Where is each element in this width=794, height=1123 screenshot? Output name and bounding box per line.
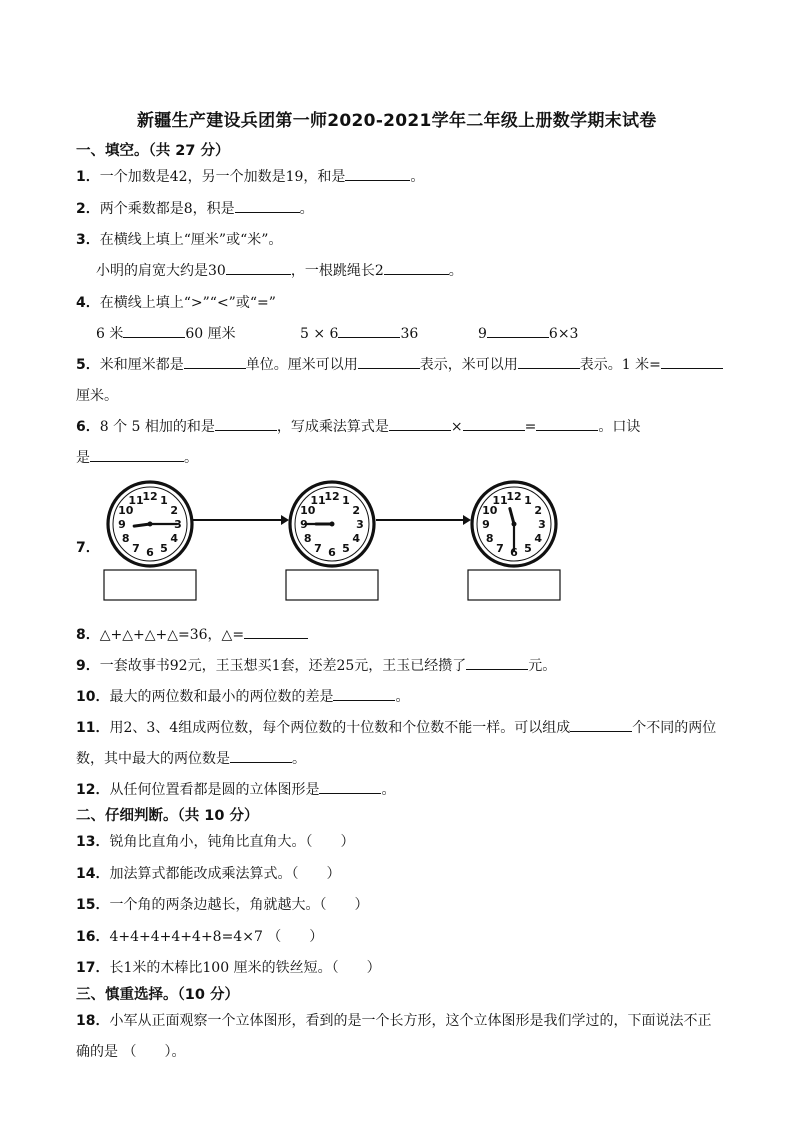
section-3-heading: 三、慎重选择。（10 分） [76, 987, 239, 1003]
arrow-1 [192, 515, 289, 525]
answer-blank[interactable] [463, 416, 525, 431]
q-number: 12． [76, 782, 110, 798]
answer-blank[interactable] [235, 198, 300, 213]
q-text: 长1米的木棒比100 厘米的铁丝短。（ ） [109, 960, 381, 976]
q-text: 。 [184, 450, 198, 466]
clock-numeral: 4 [534, 532, 543, 545]
question-3 [76, 229, 282, 249]
q-text: × [450, 419, 463, 435]
q-number: 10． [76, 689, 110, 705]
answer-blank[interactable] [230, 748, 292, 763]
arrow-head [463, 515, 471, 525]
question-13 [76, 831, 354, 851]
question-5-line2 [76, 385, 118, 405]
q-text: = [524, 419, 537, 435]
clock-numeral: 10 [118, 504, 134, 517]
q-text: 米和厘米都是 [99, 357, 184, 373]
q-text: 小明的肩宽大约是30 [96, 263, 226, 279]
q-text: 。 [395, 689, 410, 705]
clock-numeral: 8 [121, 532, 130, 545]
answer-box[interactable] [286, 570, 378, 600]
question-4-item-a [96, 323, 236, 343]
clock-2 [290, 482, 374, 566]
clock-numeral: 8 [303, 532, 312, 545]
q-text: 两个乘数都是8，积是 [99, 201, 235, 217]
q-text: 6×3 [548, 326, 579, 342]
clock-numeral: 5 [524, 542, 532, 556]
answer-blank[interactable] [661, 354, 723, 369]
q-text: 60 厘米 [185, 326, 236, 342]
answer-blank[interactable] [345, 166, 410, 181]
q-text: 加法算式都能改成乘法算式。（ ） [109, 866, 341, 882]
answer-blank[interactable] [123, 323, 185, 338]
q-number: 17． [76, 960, 110, 976]
q-text: ，一根跳绳长2 [290, 263, 384, 279]
answer-blank[interactable] [389, 416, 451, 431]
clock-numeral: 3 [174, 518, 182, 531]
clock-numeral: 6 [328, 546, 336, 559]
q-text: 一个角的两条边越长，角就越大。（ ） [109, 897, 369, 913]
clock-numeral: 12 [324, 490, 340, 503]
question-6 [76, 416, 640, 436]
q-number: 11． [76, 720, 110, 736]
clock-numeral: 9 [118, 518, 126, 531]
q-text: 厘米。 [76, 388, 118, 404]
clock-numeral: 1 [160, 493, 168, 507]
answer-blank[interactable] [384, 260, 449, 275]
answer-blank[interactable] [570, 717, 632, 732]
clock-numeral: 2 [352, 504, 361, 517]
question-2 [76, 198, 314, 218]
q-text: ，写成乘法算式是 [276, 419, 389, 435]
q-number: 1． [76, 169, 100, 185]
answer-blank[interactable] [226, 260, 291, 275]
clock-numeral: 1 [342, 493, 350, 507]
q-text: 4+4+4+4+4+8=4×7 （ ） [109, 929, 324, 945]
answer-blank[interactable] [244, 624, 308, 639]
q-text: 一个加数是42，另一个加数是19，和是 [99, 169, 346, 185]
question-10 [76, 686, 409, 706]
clock-numeral: 6 [146, 546, 154, 559]
q-text: △+△+△+△=36，△= [99, 627, 245, 643]
question-8 [76, 624, 308, 644]
q-text: 。口诀 [598, 419, 641, 435]
clock-numeral: 3 [356, 518, 364, 531]
answer-blank[interactable] [487, 323, 549, 338]
answer-blank[interactable] [338, 323, 400, 338]
clock-numeral: 2 [170, 504, 179, 517]
question-17 [76, 957, 381, 977]
clock-numeral: 8 [485, 532, 494, 545]
clock-numeral: 7 [496, 542, 504, 556]
answer-blank[interactable] [358, 354, 420, 369]
q-number: 3． [76, 232, 100, 248]
q-number: 13． [76, 834, 110, 850]
clocks-group [108, 482, 556, 566]
q-text: 。 [448, 263, 463, 279]
clock-center-dot [148, 522, 153, 527]
question-18 [76, 1010, 711, 1030]
answer-blank[interactable] [90, 447, 184, 462]
clock-numeral: 12 [506, 490, 522, 503]
answer-box[interactable] [104, 570, 196, 600]
q-text: 确的是 （ ）。 [76, 1044, 186, 1060]
clock-center-dot [330, 522, 335, 527]
page-title: 新疆生产建设兵团第一师2020-2021学年二年级上册数学期末试卷 [137, 111, 657, 131]
clock-numeral: 6 [510, 546, 518, 559]
clock-numeral: 4 [352, 532, 361, 545]
arrow-2 [376, 515, 471, 525]
q-text: 36 [400, 326, 419, 342]
question-15 [76, 894, 368, 914]
clock-numeral: 5 [160, 542, 168, 556]
clock-center-dot [512, 522, 517, 527]
q-text: 最大的两位数和最小的两位数的差是 [109, 689, 334, 705]
clock-numeral: 10 [300, 504, 316, 517]
question-11 [76, 717, 716, 737]
q-number: 18． [76, 1013, 110, 1029]
question-4-item-c [478, 323, 578, 342]
q-text: 6 米 [96, 326, 124, 342]
clock-figure [96, 480, 576, 610]
clock-numeral: 7 [314, 542, 322, 556]
q-text: 单位。厘米可以用 [245, 357, 358, 373]
clock-1 [108, 482, 192, 566]
clock-numeral: 9 [482, 518, 490, 531]
q-text: 锐角比直角小，钝角比直角大。（ ） [109, 834, 355, 850]
q-number: 14． [76, 866, 110, 882]
question-5 [76, 354, 723, 374]
section-1-heading: 一、填空。（共 27 分） [76, 143, 230, 159]
q-text: 表示，米可以用 [419, 357, 518, 373]
clock-numeral: 9 [300, 518, 308, 531]
clock-numeral: 11 [492, 493, 508, 507]
q-text: 小军从正面观察一个立体图形，看到的是一个长方形，这个立体图形是我们学过的，下面说法不正 [109, 1013, 712, 1029]
arrow-head [281, 515, 289, 525]
answer-blank[interactable] [215, 416, 277, 431]
clock-numeral: 10 [482, 504, 498, 517]
answer-blank[interactable] [319, 779, 381, 794]
question-3-line [96, 260, 463, 280]
question-16 [76, 926, 323, 946]
q-text: 。 [410, 169, 425, 185]
q-text: 个不同的两位 [632, 720, 717, 736]
q-text: 是 [76, 450, 90, 466]
question-11-line2 [76, 748, 306, 768]
q-text: 数，其中最大的两位数是 [76, 751, 230, 767]
clock-numeral: 2 [534, 504, 543, 517]
answer-blank[interactable] [518, 354, 580, 369]
q-number: 2． [76, 201, 100, 217]
clock-numeral: 4 [170, 532, 179, 545]
q-text: 一套故事书92元，王玉想买1套，还差25元，王玉已经攒了 [99, 658, 467, 674]
clock-numeral: 12 [142, 490, 158, 503]
q-text: 9 [478, 326, 487, 342]
clock-numeral: 5 [342, 542, 350, 556]
q-number: 8． [76, 627, 100, 643]
question-12 [76, 779, 395, 799]
question-4-item-b [300, 323, 418, 342]
clock-numeral: 11 [310, 493, 326, 507]
question-4 [76, 292, 276, 312]
question-9 [76, 655, 556, 675]
question-1 [76, 166, 424, 186]
q-text: 8 个 5 相加的和是 [99, 419, 215, 435]
q-text: 。 [381, 782, 396, 798]
question-14 [76, 863, 340, 883]
answer-blank[interactable] [184, 354, 246, 369]
answer-blank[interactable] [333, 686, 395, 701]
answer-blank[interactable] [536, 416, 598, 431]
clock-3 [472, 482, 556, 566]
q-text: 表示。1 米= [579, 357, 661, 373]
clock-numeral: 7 [132, 542, 140, 556]
q-text: 从任何位置看都是圆的立体图形是 [109, 782, 320, 798]
clock-numeral: 1 [524, 493, 532, 507]
q-text: 元。 [528, 658, 557, 674]
q-number: 16． [76, 929, 110, 945]
clock-numeral: 11 [128, 493, 144, 507]
question-6-line2 [76, 447, 198, 467]
q-number: 9． [76, 658, 100, 674]
q-number: 6． [76, 419, 100, 435]
clock-numeral: 3 [538, 518, 546, 531]
q-text: 。 [292, 751, 306, 767]
q-number: 5． [76, 357, 100, 373]
answer-box[interactable] [468, 570, 560, 600]
answer-blank[interactable] [466, 655, 528, 670]
q-text: 。 [299, 201, 314, 217]
section-2-heading: 二、仔细判断。（共 10 分） [76, 808, 259, 824]
q-text: 5 × 6 [300, 326, 339, 342]
q-number: 7． [76, 540, 100, 556]
q-text: 用2、3、4组成两位数，每个两位数的十位数和个位数不能一样。可以组成 [109, 720, 571, 736]
q-number: 4． [76, 295, 100, 311]
question-18-line2 [76, 1041, 185, 1061]
q-text: 在横线上填上“厘米”或“米”。 [99, 232, 283, 248]
q-text: 在横线上填上“>”“<”或“=” [99, 295, 276, 311]
q-number: 15． [76, 897, 110, 913]
